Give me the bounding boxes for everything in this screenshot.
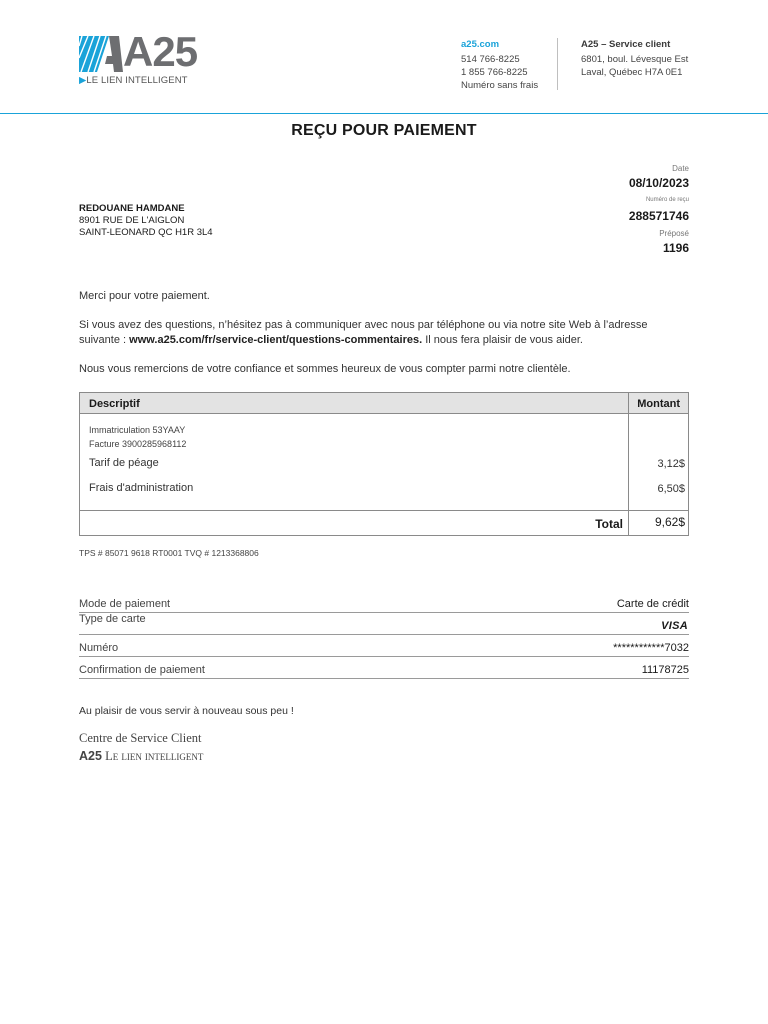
header-contact	[461, 38, 538, 92]
website-link[interactable]: a25.com	[461, 39, 500, 50]
total-label: Total	[595, 517, 623, 531]
signature-brand-name: A25	[79, 749, 102, 763]
questions-text-2: Il nous fera plaisir de vous aider.	[422, 333, 583, 346]
card-type-label: Type de carte	[79, 613, 146, 625]
signature-tagline: Le lien intelligent	[105, 749, 204, 763]
customer-address	[79, 203, 213, 239]
card-number-value: ************7032	[613, 642, 689, 654]
clerk-label: Préposé	[659, 229, 689, 238]
support-link[interactable]: www.a25.com/fr/service-client/questions-commentaires.	[129, 333, 423, 346]
column-header-amount: Montant	[637, 398, 680, 410]
table-total-divider	[80, 510, 688, 511]
questions-text-1: Si vous avez des questions, n’hésitez pas à communiquer avec nous par téléphone ou via notre site Web à l’adresse suivante :	[79, 319, 648, 346]
tollfree-label: Numéro sans frais	[461, 80, 539, 91]
table-header-row	[80, 393, 688, 414]
line-item-amount: 3,12$	[657, 458, 685, 470]
logo-tagline	[79, 75, 188, 86]
header-divider	[557, 38, 558, 90]
logo-digits: A25	[123, 28, 198, 75]
plate-number: Immatriculation 53YAAY	[89, 425, 186, 435]
customer-street: 8901 RUE DE L'AIGLON	[79, 215, 185, 226]
closing-text: Au plaisir de vous servir à nouveau sous peu !	[79, 705, 294, 717]
line-item-label: Frais d'administration	[89, 482, 194, 494]
address-line2: Laval, Québec H7A 0E1	[581, 67, 683, 78]
column-header-description: Descriptif	[89, 398, 140, 410]
clerk-value: 1196	[662, 241, 689, 255]
payment-mode-row	[79, 590, 689, 613]
phone-tollfree: 1 855 766-8225	[461, 67, 528, 78]
payment-mode-label: Mode de paiement	[79, 598, 171, 610]
confirmation-value: 11178725	[641, 664, 689, 676]
confirmation-label: Confirmation de paiement	[79, 664, 205, 676]
visa-icon: VISA	[661, 620, 688, 632]
payment-mode-value: Carte de crédit	[616, 598, 689, 610]
line-item-label: Tarif de péage	[89, 457, 159, 469]
confirmation-row	[79, 656, 689, 679]
phone-local: 514 766-8225	[461, 54, 520, 65]
header-rule	[0, 113, 768, 114]
tagline-arrow-icon: ▶	[79, 75, 87, 86]
card-number-label: Numéro	[79, 642, 119, 654]
customer-name: REDOUANE HAMDANE	[79, 203, 185, 214]
address-line1: 6801, boul. Lévesque Est	[581, 54, 689, 65]
card-type-row	[79, 612, 689, 635]
logo-tagline-text: LE LIEN INTELLIGENT	[86, 75, 188, 86]
total-value: 9,62$	[654, 515, 685, 529]
date-label: Date	[672, 164, 689, 173]
signature-department: Centre de Service Client	[79, 731, 202, 745]
card-number-row	[79, 634, 689, 657]
line-item-amount: 6,50$	[657, 483, 685, 495]
questions-paragraph	[79, 318, 689, 347]
tax-numbers: TPS # 85071 9618 RT0001 TVQ # 1213368806	[79, 548, 259, 558]
date-value: 08/10/2023	[628, 176, 689, 190]
invoice-number: Facture 3900285968112	[89, 439, 187, 449]
charges-table	[79, 392, 689, 536]
thanks-text: Merci pour votre paiement.	[79, 290, 210, 302]
customer-city: SAINT-LEONARD QC H1R 3L4	[79, 227, 213, 238]
receipt-number-label: Numéro de reçu	[645, 197, 689, 203]
signature-brand	[79, 749, 203, 764]
service-title: A25 – Service client	[581, 39, 671, 50]
table-column-divider	[628, 393, 629, 535]
document-title: REÇU POUR PAIEMENT	[291, 122, 477, 139]
header-service-address	[581, 38, 688, 79]
receipt-number-value: 288571746	[628, 209, 689, 223]
appreciation-text: Nous vous remercions de votre confiance et sommes heureux de vous compter parmi notre clientèle.	[79, 363, 571, 375]
